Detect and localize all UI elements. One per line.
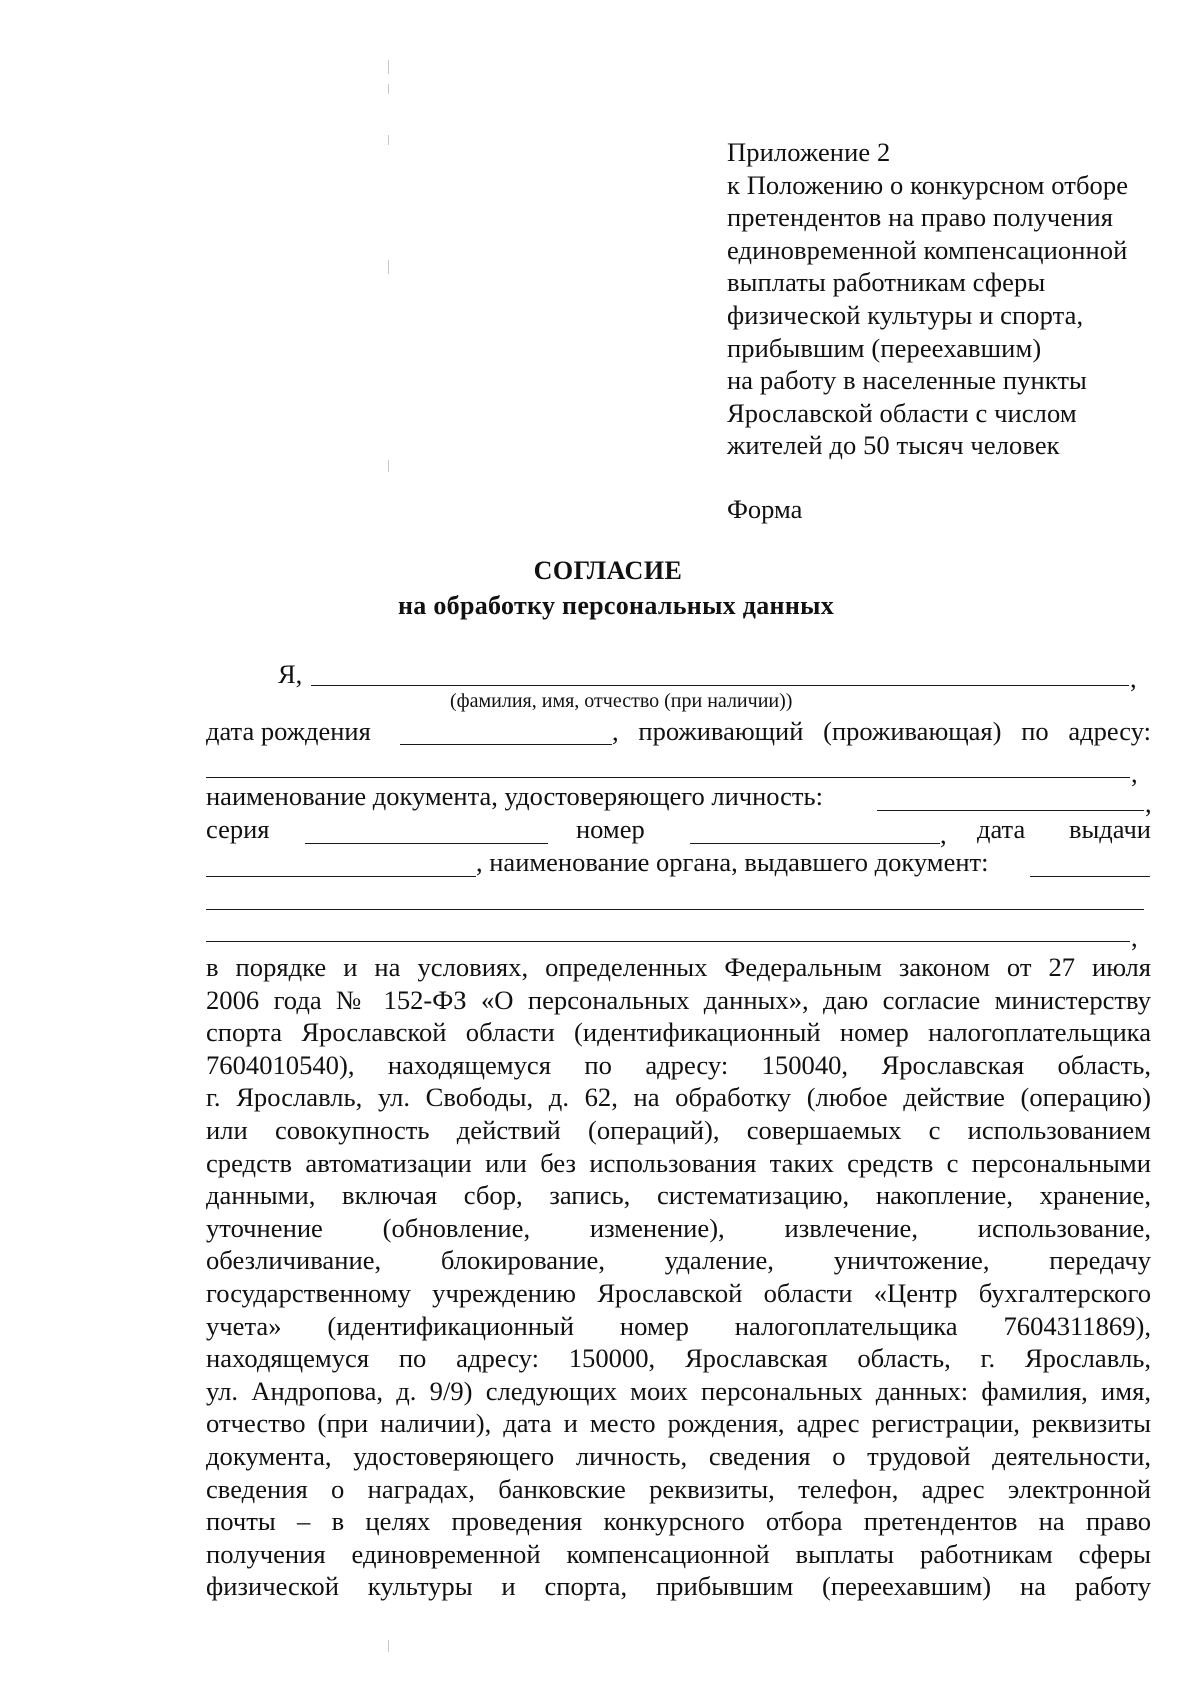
- body-line: ул. Андропова, д. 9/9) следующих моих персональных данных: фамилия, имя,: [206, 1375, 1151, 1406]
- comma: ,: [1130, 663, 1137, 693]
- document-title: СОГЛАСИЕ: [533, 556, 683, 585]
- body-line: 7604010540), находящемуся по адресу: 150040, Ярославская область,: [206, 1049, 1151, 1080]
- comma: ,: [1131, 922, 1138, 952]
- body-line: получения единовременной компенсационной выплаты работникам сферы: [206, 1538, 1151, 1569]
- form-label: Форма: [727, 494, 803, 524]
- consent-body: [206, 951, 1151, 1603]
- id-document-input-line[interactable]: [877, 810, 1144, 811]
- issuer-input-line-3[interactable]: [206, 941, 1130, 942]
- annex-line: выплаты работникам сферы: [727, 267, 1046, 298]
- body-line: находящемуся по адресу: 150000, Ярославская область, г. Ярославль,: [206, 1343, 1151, 1374]
- id-document-label: наименование документа, удостоверяющего личность:: [206, 781, 823, 811]
- fio-input-line[interactable]: [311, 685, 1129, 686]
- annex-line: претендентов на право получения: [727, 202, 1114, 233]
- annex-line: Ярославской области с числом: [727, 397, 1077, 428]
- ya-label: Я,: [278, 659, 303, 689]
- comma: ,: [1145, 788, 1152, 818]
- body-line: уточнение (обновление, изменение), извлечение, использование,: [206, 1212, 1151, 1243]
- issuer-label: , наименование органа, выдавшего документ:: [476, 847, 989, 877]
- body-line: обезличивание, блокирование, удаление, уничтожение, передачу: [206, 1245, 1151, 1276]
- annex-line: жителей до 50 тысяч человек: [727, 430, 1060, 461]
- body-line: 2006 года № 152-ФЗ «О персональных данных», даю согласие министерству: [206, 984, 1151, 1015]
- annex-line: к Положению о конкурсном отборе: [727, 169, 1129, 200]
- document-subtitle: на обработку персональных данных: [398, 591, 834, 620]
- birth-date-label: дата рождения: [206, 716, 371, 746]
- issuer-input-line-2[interactable]: [206, 909, 1144, 910]
- annex-header: [727, 136, 1187, 462]
- annex-line: прибывшим (переехавшим): [727, 332, 1042, 363]
- annex-line: единовременной компенсационной: [727, 234, 1128, 265]
- body-line: или совокупность действий (операций), совершаемых с использованием: [206, 1114, 1151, 1145]
- series-label: серия: [206, 814, 270, 844]
- issue-date-input-line[interactable]: [206, 876, 476, 877]
- issue-date-label: дата выдачи: [977, 814, 1151, 844]
- address-label: , проживающий (проживающая) по адресу:: [612, 716, 1151, 746]
- comma: ,: [940, 819, 947, 849]
- address-input-line[interactable]: [206, 777, 1130, 778]
- body-line: средств автоматизации или без использования таких средств с персональными: [206, 1147, 1151, 1178]
- annex-line: физической культуры и спорта,: [727, 299, 1084, 330]
- birth-date-input-line[interactable]: [400, 744, 612, 745]
- number-input-line[interactable]: [690, 843, 940, 844]
- body-line: г. Ярославль, ул. Свободы, д. 62, на обработку (любое действие (операцию): [206, 1082, 1151, 1113]
- body-line: документа, удостоверяющего личность, сведения о трудовой деятельности,: [206, 1440, 1151, 1471]
- body-line: почты – в целях проведения конкурсного отбора претендентов на право: [206, 1506, 1151, 1537]
- series-input-line[interactable]: [305, 843, 548, 844]
- body-line: в порядке и на условиях, определенных Федеральным законом от 27 июля: [206, 952, 1151, 982]
- comma: ,: [1131, 758, 1138, 788]
- body-line: данными, включая сбор, запись, систематизацию, накопление, хранение,: [206, 1180, 1151, 1211]
- body-line: сведения о наградах, банковские реквизиты, телефон, адрес электронной: [206, 1473, 1151, 1504]
- annex-line: на работу в населенные пункты: [727, 365, 1087, 396]
- issuer-input-line[interactable]: [1030, 876, 1150, 877]
- body-line: отчество (при наличии), дата и место рождения, адрес регистрации, реквизиты: [206, 1408, 1151, 1439]
- body-line: учета» (идентификационный номер налогоплательщика 7604311869),: [206, 1310, 1151, 1341]
- body-line: физической культуры и спорта, прибывшим (переехавшим) на работу: [206, 1571, 1151, 1602]
- annex-line: Приложение 2: [727, 137, 891, 167]
- body-line: спорта Ярославской области (идентификационный номер налогоплательщика: [206, 1017, 1151, 1048]
- fio-hint: (фамилия, имя, отчество (при наличии)): [450, 690, 793, 712]
- body-line: государственному учреждению Ярославской области «Центр бухгалтерского: [206, 1277, 1151, 1308]
- number-label: номер: [576, 814, 645, 844]
